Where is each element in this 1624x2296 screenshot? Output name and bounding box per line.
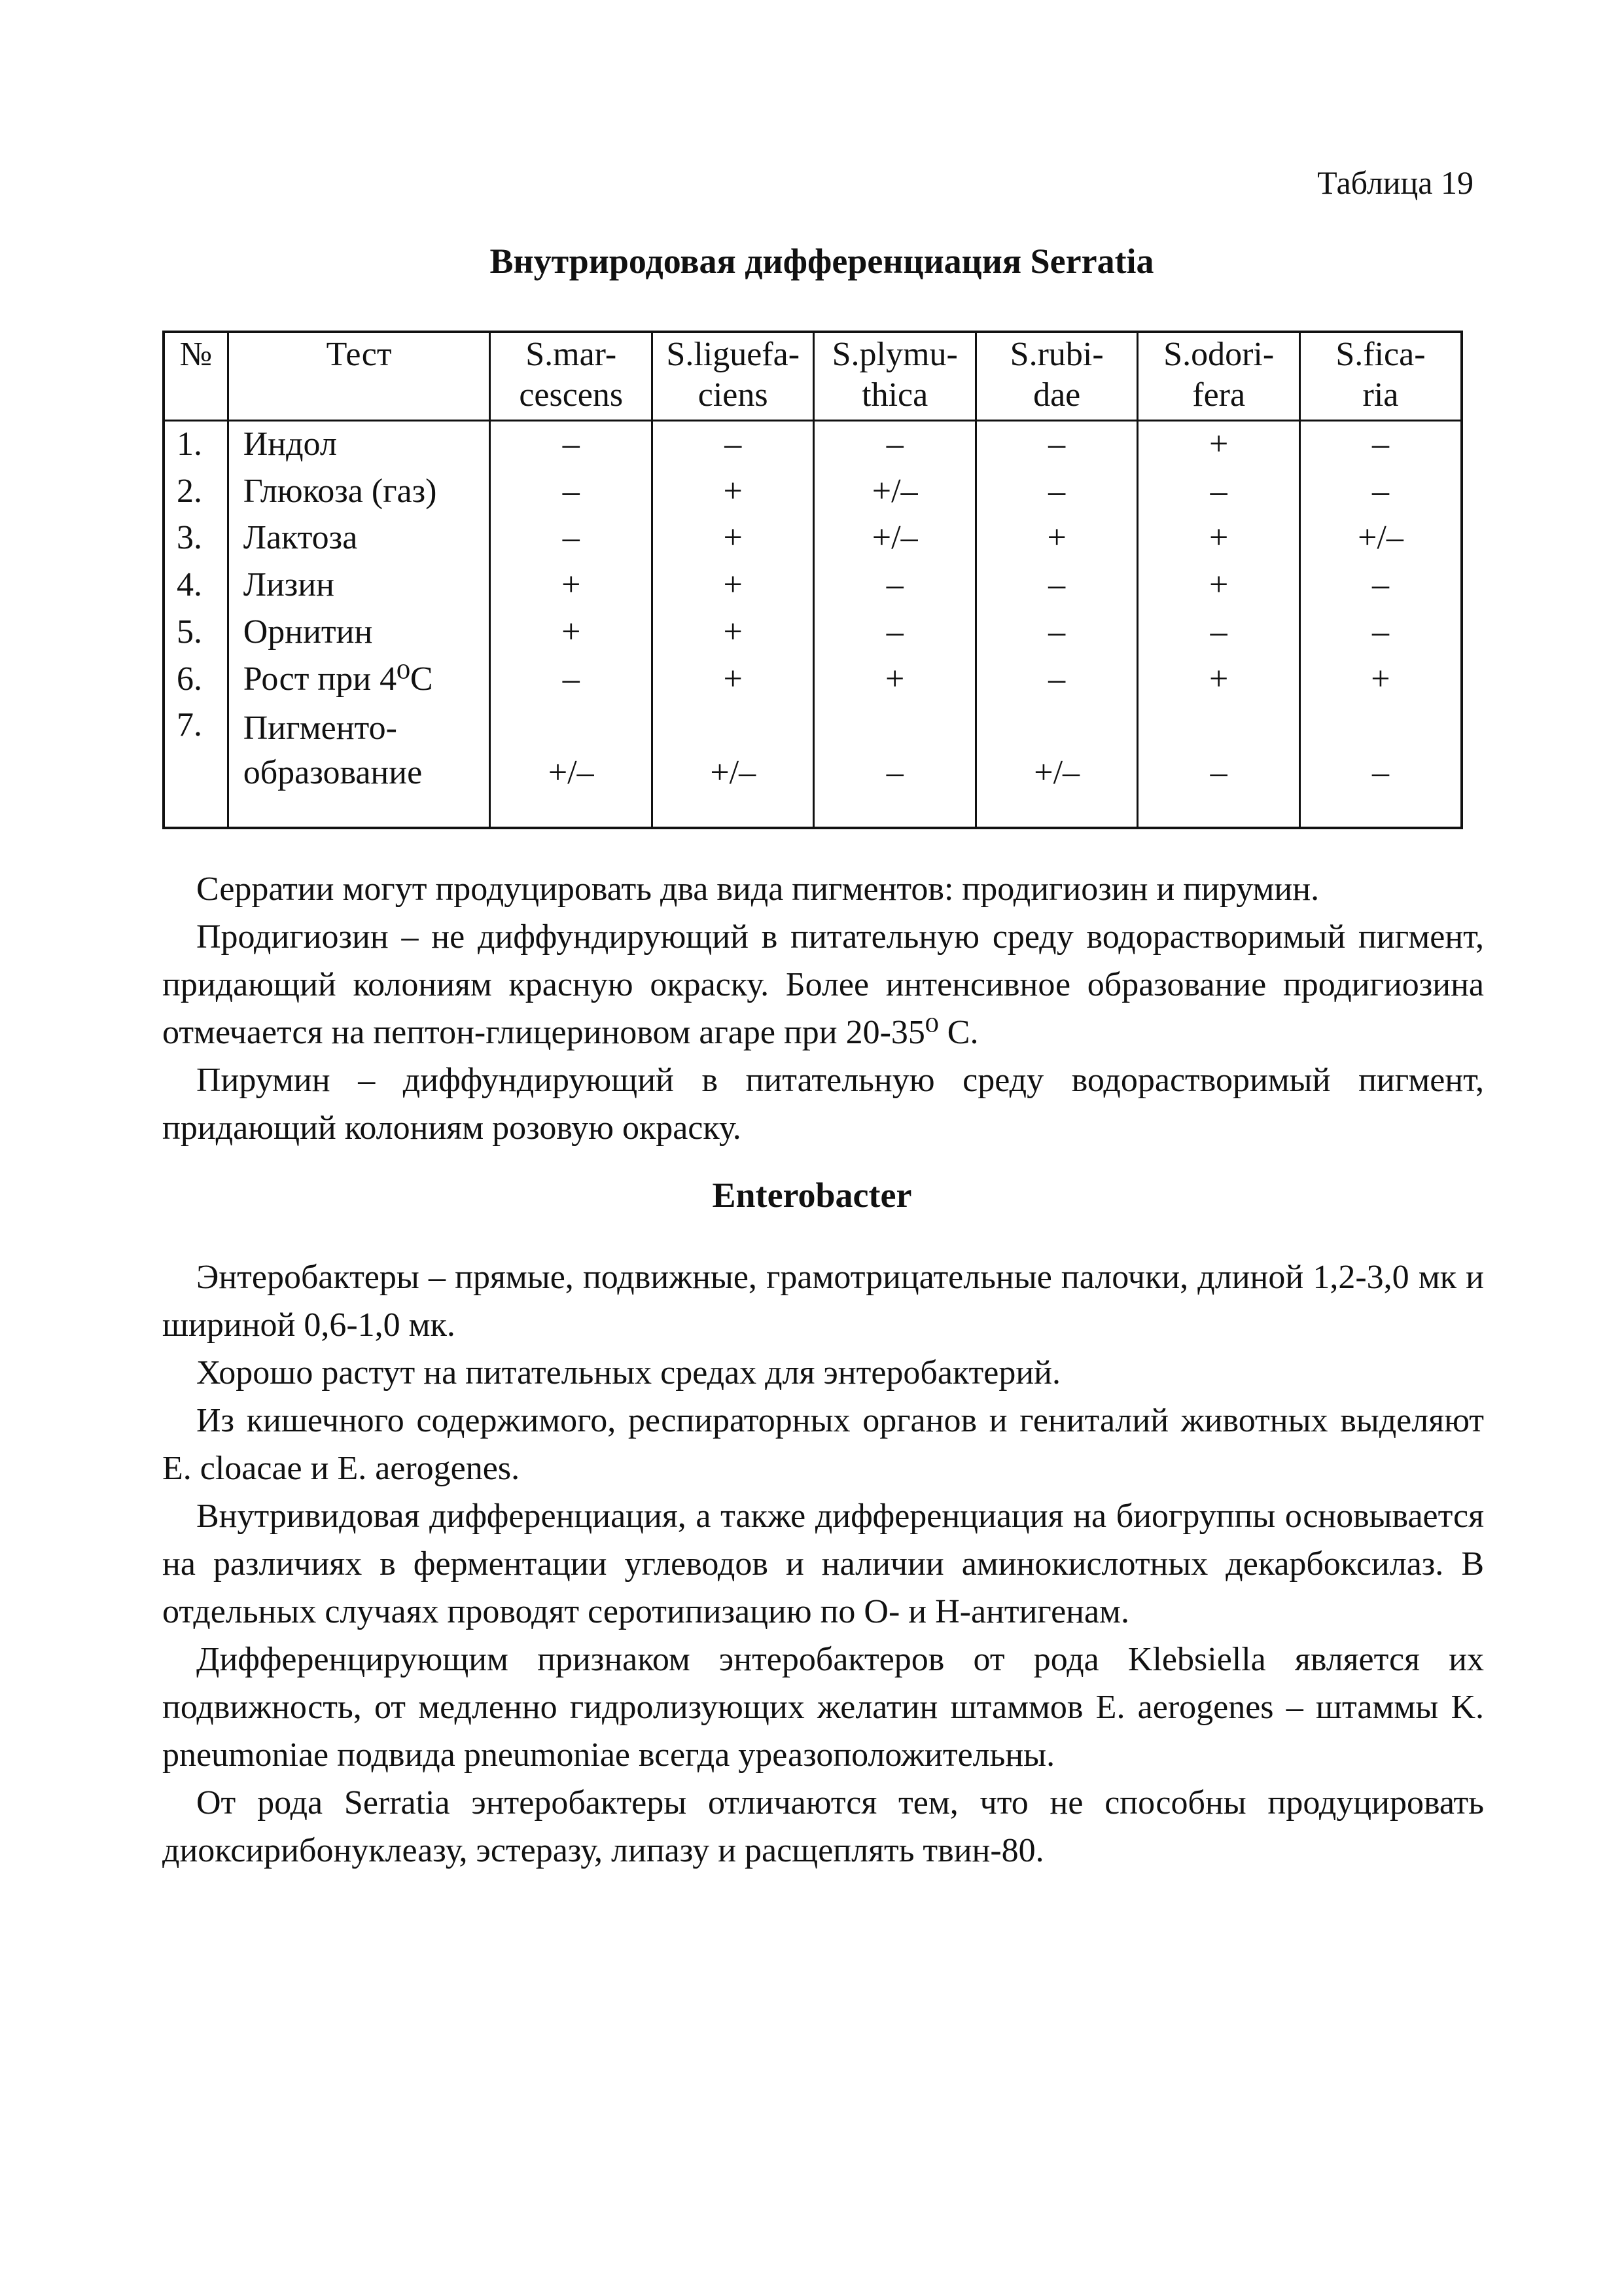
row-value: + [814, 656, 976, 704]
row-test: Лизин [228, 562, 490, 609]
row-value: – [814, 609, 976, 656]
row-value: – [1138, 703, 1299, 828]
row-value: – [490, 515, 652, 562]
row-value: – [490, 469, 652, 516]
row-num: 7. [164, 703, 228, 828]
row-value: + [1138, 421, 1299, 469]
row-value: + [652, 656, 813, 704]
serratia-text [162, 865, 1484, 1152]
row-test: Лактоза [228, 515, 490, 562]
row-test: Пигменто- образование [228, 703, 490, 828]
row-value: – [976, 609, 1137, 656]
row-num: 5. [164, 609, 228, 656]
row-value: + [652, 515, 813, 562]
row-num: 3. [164, 515, 228, 562]
enterobacter-text [162, 1253, 1484, 1874]
paragraph: Продигиозин – не диффундирующий в питательную среду водорастворимый пигмент, придающий колониям красную окраску. Более интенсивное образование продигиозина отмечается на пептон-глицериновом агаре при 20-35⁰ С. [162, 918, 1484, 1051]
row-num: 4. [164, 562, 228, 609]
header-species-3: S.plymu- thica [814, 332, 976, 421]
row-value: – [976, 656, 1137, 704]
header-species-4: S.rubi- dae [976, 332, 1137, 421]
header-species-1: S.mar- cescens [490, 332, 652, 421]
paragraph: Внутривидовая дифференциация, а также дифференциация на биогруппы основывается на различиях в ферментации углеводов и наличии аминокислотных декарбоксилаз. В отдельных случаях проводят серотипизацию по О- и Н-антигенам. [162, 1498, 1484, 1630]
row-value: – [976, 469, 1137, 516]
header-test: Тест [228, 332, 490, 421]
paragraph: Энтеробактеры – прямые, подвижные, грамотрицательные палочки, длиной 1,2-3,0 мк и шириной 0,6-1,0 мк. [162, 1259, 1484, 1344]
table-header-row [164, 332, 1462, 421]
paragraph: Пирумин – диффундирующий в питательную среду водорастворимый пигмент, придающий колониям розовую окраску. [162, 1062, 1484, 1147]
row-value: – [490, 421, 652, 469]
row-value: – [652, 421, 813, 469]
row-value: – [976, 562, 1137, 609]
header-species-2: S.liguefa- ciens [652, 332, 813, 421]
row-num: 1. [164, 421, 228, 469]
row-value: – [976, 421, 1137, 469]
row-value: + [1138, 515, 1299, 562]
row-value: + [1299, 656, 1462, 704]
table-row [164, 469, 1462, 516]
row-value: – [814, 703, 976, 828]
row-value: – [1299, 609, 1462, 656]
table-title: Внутриродовая дифференциация Serratia [489, 242, 1154, 281]
row-test: Орнитин [228, 609, 490, 656]
row-value: – [1299, 469, 1462, 516]
row-test: Рост при 4⁰С [228, 656, 490, 704]
paragraph: Серратии могут продуцировать два вида пигментов: продигиозин и пирумин. [196, 870, 1320, 908]
table-number: Таблица 19 [1317, 164, 1474, 201]
row-value: +/– [1299, 515, 1462, 562]
row-value: + [976, 515, 1137, 562]
table-row [164, 562, 1462, 609]
row-value: – [1138, 609, 1299, 656]
row-value: – [1299, 703, 1462, 828]
header-num: № [164, 332, 228, 421]
paragraph: Дифференцирующим признаком энтеробактеров от рода Klebsiella является их подвижность, от медленно гидролизующих желатин штаммов E. aerogenes – штаммы K. pneumoniae подвида pneumoniae всегда уреазоположительны. [162, 1641, 1484, 1774]
paragraph: От рода Serratia энтеробактеры отличаются тем, что не способны продуцировать диоксирибонуклеазу, эстеразу, липазу и расщеплять твин-80. [162, 1784, 1484, 1869]
row-value: +/– [814, 469, 976, 516]
row-value: + [1138, 656, 1299, 704]
row-test: Глюкоза (газ) [228, 469, 490, 516]
row-value: + [652, 609, 813, 656]
row-value: +/– [976, 703, 1137, 828]
row-value: – [490, 656, 652, 704]
row-num: 6. [164, 656, 228, 704]
row-value: + [490, 609, 652, 656]
paragraph: Хорошо растут на питательных средах для энтеробактерий. [196, 1354, 1061, 1391]
row-value: – [1138, 469, 1299, 516]
row-value: +/– [652, 703, 813, 828]
table-row [164, 421, 1462, 469]
row-value: – [814, 421, 976, 469]
paragraph: Из кишечного содержимого, респираторных органов и гениталий животных выделяют E. cloacae и E. aerogenes. [162, 1402, 1484, 1487]
row-value: + [1138, 562, 1299, 609]
table-row [164, 703, 1462, 828]
row-test: Индол [228, 421, 490, 469]
header-species-5: S.odori- fera [1138, 332, 1299, 421]
table-row [164, 515, 1462, 562]
section-heading: Enterobacter [712, 1175, 912, 1215]
table-row [164, 609, 1462, 656]
row-value: +/– [814, 515, 976, 562]
serratia-differentiation-table [162, 331, 1463, 829]
row-value: + [652, 469, 813, 516]
header-species-6: S.fica- ria [1299, 332, 1462, 421]
table-row [164, 656, 1462, 704]
row-value: +/– [490, 703, 652, 828]
row-value: – [814, 562, 976, 609]
row-value: + [652, 562, 813, 609]
row-value: – [1299, 562, 1462, 609]
row-value: + [490, 562, 652, 609]
row-num: 2. [164, 469, 228, 516]
row-value: – [1299, 421, 1462, 469]
